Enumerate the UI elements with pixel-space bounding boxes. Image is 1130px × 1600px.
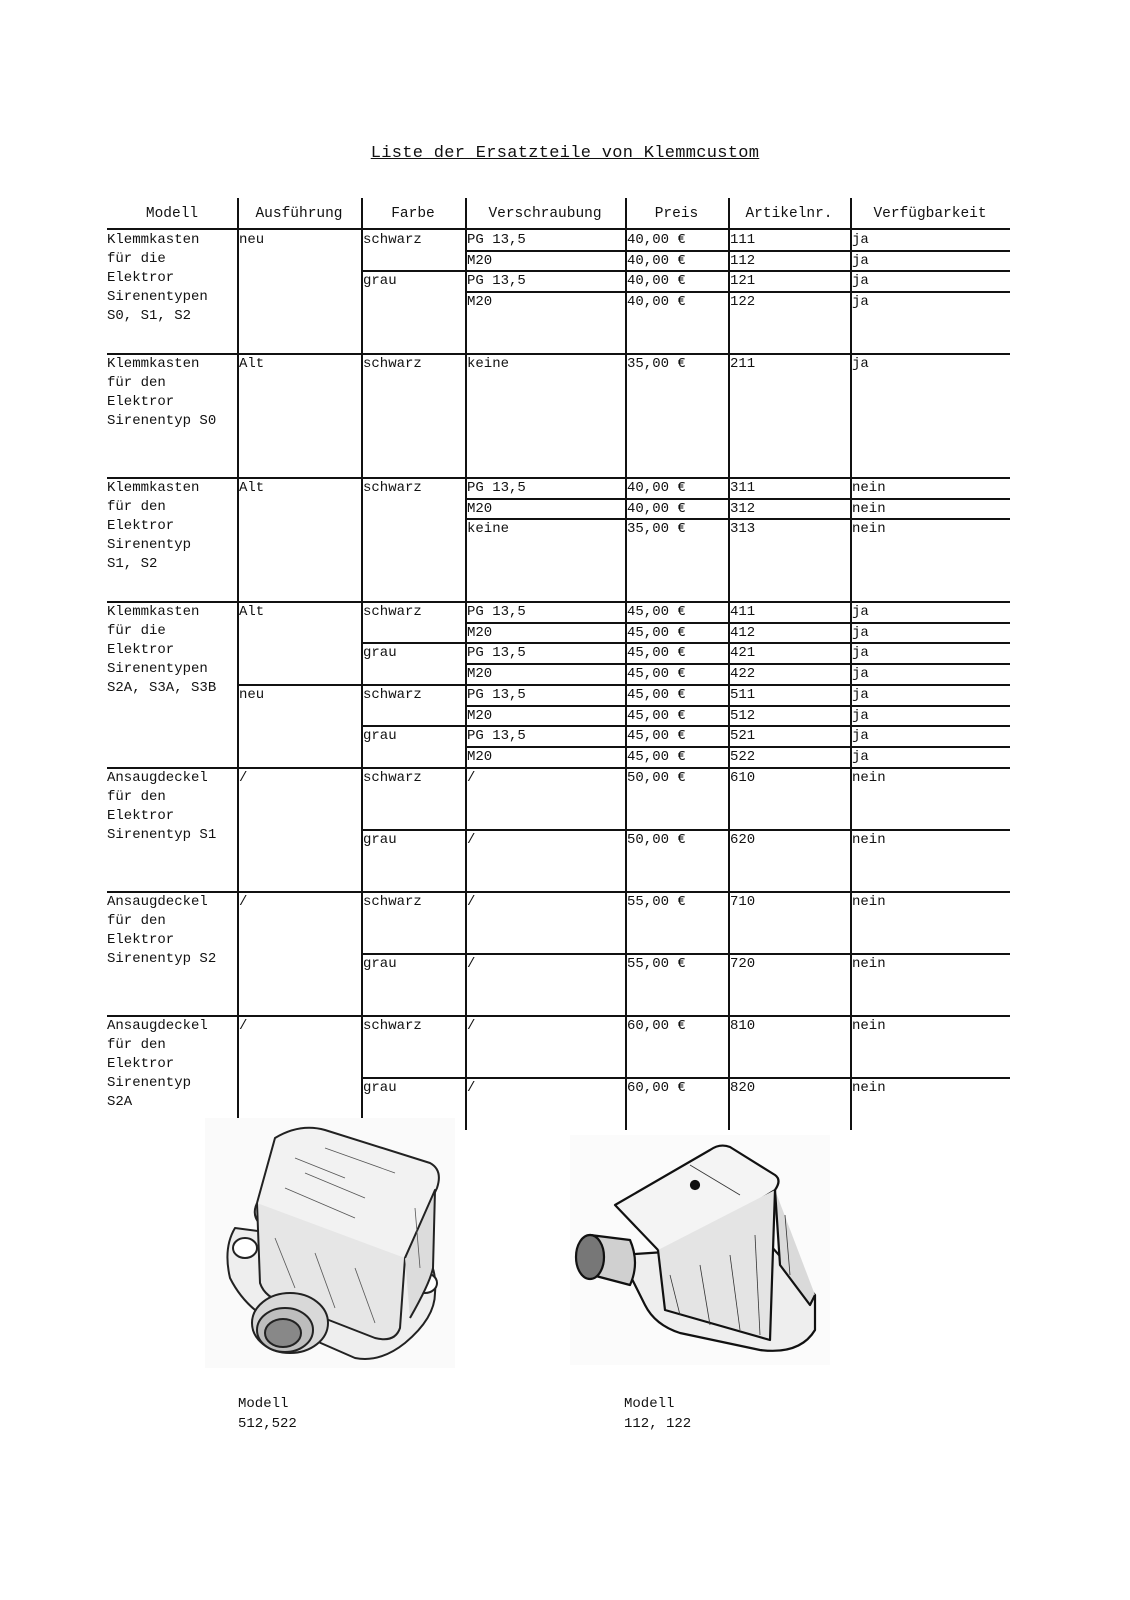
verfuegbarkeit-cell: ja <box>852 604 869 620</box>
column-header: Farbe <box>391 206 435 222</box>
preis-cell: 40,00 € <box>627 500 686 517</box>
farbe-cell: schwarz <box>363 1018 422 1034</box>
farbe-cell: grau <box>363 1080 397 1097</box>
terminal-box-drawing-right <box>570 1135 830 1365</box>
preis-cell: 45,00 € <box>627 728 686 745</box>
ausfuehrung-cell: Alt <box>239 604 265 620</box>
ausfuehrung-cell: neu <box>239 686 265 703</box>
artikel-cell: 411 <box>730 604 756 620</box>
column-header: Verfügbarkeit <box>873 206 987 222</box>
verschraubung-cell: / <box>467 893 476 910</box>
artikel-cell: 412 <box>730 624 756 641</box>
caption-left: Modell 512,522 <box>238 1396 297 1432</box>
preis-cell: 40,00 € <box>627 252 686 269</box>
farbe-cell: grau <box>363 273 397 290</box>
verschraubung-cell: PG 13,5 <box>467 728 526 745</box>
verfuegbarkeit-cell: nein <box>852 1080 886 1097</box>
preis-cell: 40,00 € <box>627 232 686 248</box>
artikel-cell: 620 <box>730 831 756 848</box>
verschraubung-cell: PG 13,5 <box>467 686 526 703</box>
caption-right: Modell 112, 122 <box>624 1396 692 1432</box>
preis-cell: 35,00 € <box>627 356 686 372</box>
modell-cell: Ansaugdeckel für den Elektror Sirenentyp S2 <box>107 893 217 967</box>
verschraubung-cell: PG 13,5 <box>467 232 526 248</box>
terminal-box-drawing-left <box>205 1118 455 1368</box>
preis-cell: 50,00 € <box>627 769 686 786</box>
artikel-cell: 311 <box>730 480 756 496</box>
verfuegbarkeit-cell: nein <box>852 521 886 538</box>
verfuegbarkeit-cell: ja <box>852 707 869 724</box>
artikel-cell: 121 <box>730 273 756 290</box>
verschraubung-cell: M20 <box>467 666 493 683</box>
modell-cell: Klemmkasten für die Elektror Sirenentypen S2A, S3A, S3B <box>107 604 217 696</box>
farbe-cell: schwarz <box>363 769 422 786</box>
column-header: Verschraubung <box>488 206 602 222</box>
verschraubung-cell: PG 13,5 <box>467 645 526 662</box>
artikel-cell: 511 <box>730 686 756 703</box>
preis-cell: 50,00 € <box>627 831 686 848</box>
verfuegbarkeit-cell: ja <box>852 728 869 745</box>
preis-cell: 45,00 € <box>627 624 686 641</box>
verschraubung-cell: keine <box>467 356 510 372</box>
artikel-cell: 211 <box>730 356 756 372</box>
verschraubung-cell: M20 <box>467 748 493 765</box>
verfuegbarkeit-cell: ja <box>852 645 869 662</box>
farbe-cell: schwarz <box>363 893 422 910</box>
artikel-cell: 421 <box>730 645 756 662</box>
farbe-cell: schwarz <box>363 480 422 496</box>
verfuegbarkeit-cell: nein <box>852 955 886 972</box>
header-rule <box>107 228 1010 230</box>
artikel-cell: 710 <box>730 893 756 910</box>
modell-cell: Ansaugdeckel für den Elektror Sirenentyp S1 <box>107 769 217 843</box>
preis-cell: 40,00 € <box>627 480 686 496</box>
verfuegbarkeit-cell: ja <box>852 666 869 683</box>
verschraubung-cell: M20 <box>467 294 493 311</box>
verfuegbarkeit-cell: nein <box>852 769 886 786</box>
verfuegbarkeit-cell: ja <box>852 748 869 765</box>
verschraubung-cell: PG 13,5 <box>467 273 526 290</box>
verfuegbarkeit-cell: ja <box>852 294 869 311</box>
verfuegbarkeit-cell: ja <box>852 624 869 641</box>
farbe-cell: schwarz <box>363 356 422 372</box>
title-text: Liste der Ersatzteile von Klemmcustom <box>370 144 760 163</box>
artikel-cell: 512 <box>730 707 756 724</box>
verfuegbarkeit-cell: ja <box>852 686 869 703</box>
column-header: Modell <box>145 206 199 222</box>
preis-cell: 35,00 € <box>627 521 686 538</box>
verfuegbarkeit-cell: nein <box>852 500 886 517</box>
ausfuehrung-cell: / <box>239 769 248 786</box>
column-header: Artikelnr. <box>745 206 833 222</box>
ausfuehrung-cell: Alt <box>239 480 265 496</box>
verschraubung-cell: / <box>467 1018 476 1034</box>
modell-cell: Ansaugdeckel für den Elektror Sirenentyp S2A <box>107 1018 208 1110</box>
farbe-cell: schwarz <box>363 604 422 620</box>
artikel-cell: 312 <box>730 500 756 517</box>
ausfuehrung-cell: Alt <box>239 356 265 372</box>
verschraubung-cell: / <box>467 1080 476 1097</box>
farbe-cell: grau <box>363 728 397 745</box>
column-header: Preis <box>654 206 699 222</box>
preis-cell: 45,00 € <box>627 666 686 683</box>
modell-cell: Klemmkasten für die Elektror Sirenentypen S0, S1, S2 <box>107 232 208 324</box>
ausfuehrung-cell: neu <box>239 232 265 248</box>
preis-cell: 40,00 € <box>627 294 686 311</box>
preis-cell: 55,00 € <box>627 893 686 910</box>
verschraubung-cell: / <box>467 955 476 972</box>
verschraubung-cell: M20 <box>467 500 493 517</box>
preis-cell: 45,00 € <box>627 686 686 703</box>
verfuegbarkeit-cell: nein <box>852 831 886 848</box>
verschraubung-cell: PG 13,5 <box>467 480 526 496</box>
artikel-cell: 111 <box>730 232 756 248</box>
modell-cell: Klemmkasten für den Elektror Sirenentyp S0 <box>107 356 217 429</box>
column-header: Ausführung <box>255 206 343 222</box>
artikel-cell: 422 <box>730 666 756 683</box>
farbe-cell: grau <box>363 955 397 972</box>
farbe-cell: grau <box>363 831 397 848</box>
ausfuehrung-cell: / <box>239 1018 248 1034</box>
verfuegbarkeit-cell: ja <box>852 252 869 269</box>
farbe-cell: schwarz <box>363 232 422 248</box>
verschraubung-cell: / <box>467 831 476 848</box>
preis-cell: 45,00 € <box>627 748 686 765</box>
artikel-cell: 810 <box>730 1018 756 1034</box>
verfuegbarkeit-cell: ja <box>852 356 869 372</box>
artikel-cell: 820 <box>730 1080 756 1097</box>
farbe-cell: grau <box>363 645 397 662</box>
preis-cell: 60,00 € <box>627 1080 686 1097</box>
verschraubung-cell: / <box>467 769 476 786</box>
artikel-cell: 122 <box>730 294 756 311</box>
ausfuehrung-cell: / <box>239 893 248 910</box>
artikel-cell: 112 <box>730 252 756 269</box>
ausfuehrung-rule <box>237 684 1010 686</box>
verschraubung-cell: M20 <box>467 252 493 269</box>
modell-cell: Klemmkasten für den Elektror Sirenentyp S1, S2 <box>107 480 200 572</box>
preis-cell: 45,00 € <box>627 604 686 620</box>
column-rule <box>361 198 363 1130</box>
farbe-cell: schwarz <box>363 686 422 703</box>
verfuegbarkeit-cell: ja <box>852 232 869 248</box>
verfuegbarkeit-cell: nein <box>852 1018 886 1034</box>
preis-cell: 45,00 € <box>627 645 686 662</box>
verfuegbarkeit-cell: nein <box>852 893 886 910</box>
verschraubung-cell: M20 <box>467 707 493 724</box>
artikel-cell: 610 <box>730 769 756 786</box>
preis-cell: 55,00 € <box>627 955 686 972</box>
artikel-cell: 521 <box>730 728 756 745</box>
column-rule <box>237 198 239 1130</box>
artikel-cell: 522 <box>730 748 756 765</box>
preis-cell: 60,00 € <box>627 1018 686 1034</box>
verschraubung-cell: PG 13,5 <box>467 604 526 620</box>
artikel-cell: 313 <box>730 521 756 538</box>
verschraubung-cell: keine <box>467 521 510 538</box>
verschraubung-cell: M20 <box>467 624 493 641</box>
preis-cell: 40,00 € <box>627 273 686 290</box>
preis-cell: 45,00 € <box>627 707 686 724</box>
verfuegbarkeit-cell: nein <box>852 480 886 496</box>
artikel-cell: 720 <box>730 955 756 972</box>
verfuegbarkeit-cell: ja <box>852 273 869 290</box>
